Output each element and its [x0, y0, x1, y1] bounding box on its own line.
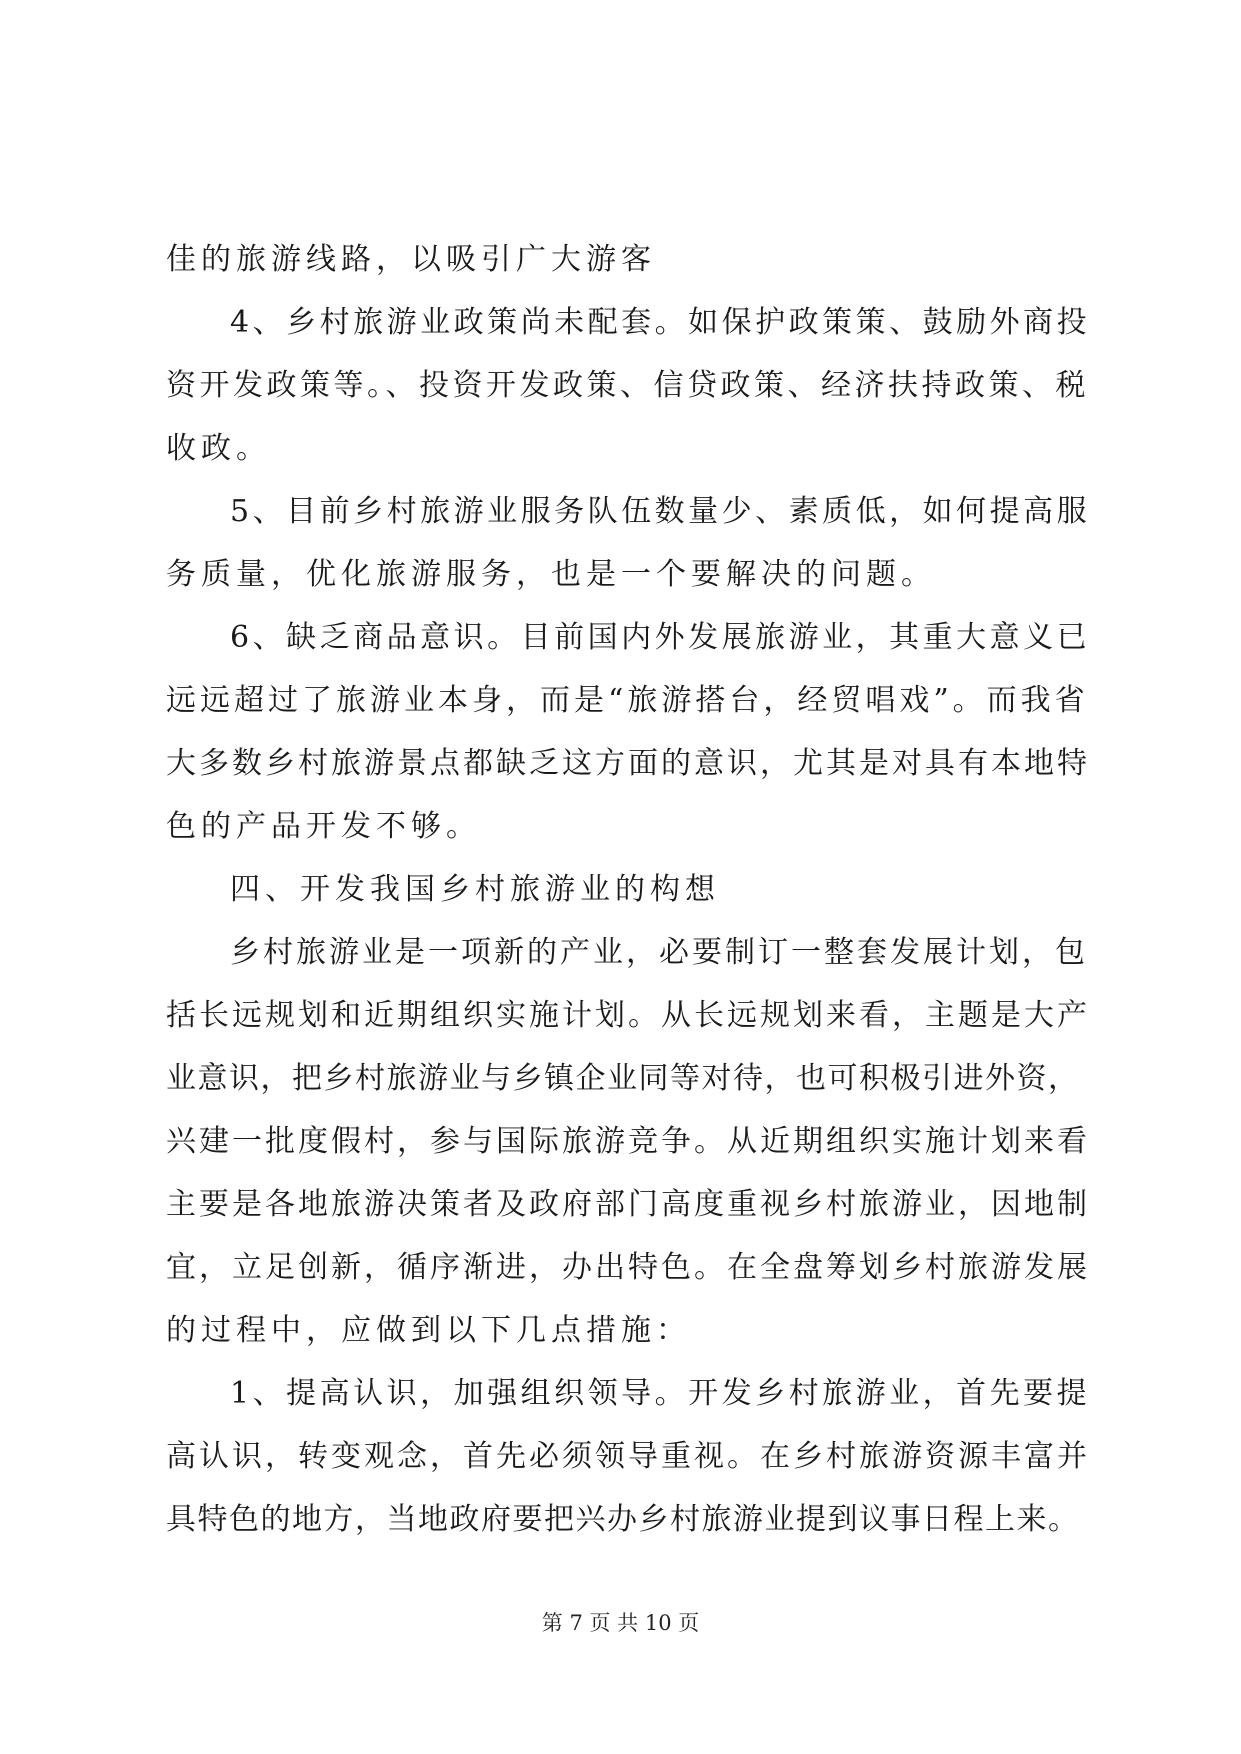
text-line: 远远超过了旅游业本身，而是“旅游搭台，经贸唱戏”。而我省	[166, 683, 1089, 718]
document-body	[166, 228, 1092, 1551]
text-line: 具特色的地方，当地政府要把兴办乡村旅游业提到议事日程上来。	[166, 1502, 1080, 1537]
text-line: 色的产品开发不够。	[166, 809, 481, 844]
text-line: 务质量，优化旅游服务，也是一个要解决的问题。	[166, 557, 936, 592]
text-line: 5、目前乡村旅游业服务队伍数量少、素质低，如何提高服	[230, 494, 1091, 529]
text-line: 4、乡村旅游业政策尚未配套。如保护政策策、鼓励外商投	[230, 305, 1091, 340]
page-number-footer: 第 7 页 共 10 页	[541, 1611, 700, 1635]
text-line: 大多数乡村旅游景点都缺乏这方面的意识，尤其是对具有本地特	[166, 746, 1090, 781]
text-line: 6、缺乏商品意识。目前国内外发展旅游业，其重大意义已	[230, 620, 1091, 655]
text-line: 乡村旅游业是一项新的产业，必要制订一整套发展计划，包	[230, 935, 1088, 970]
text-line: 括长远规划和近期组织实施计划。从长远规划来看，主题是大产	[166, 998, 1090, 1033]
section-heading: 四、开发我国乡村旅游业的构想	[230, 872, 720, 907]
text-line: 兴建一批度假村，参与国际旅游竞争。从近期组织实施计划来看	[166, 1124, 1090, 1159]
text-line: 佳的旅游线路，以吸引广大游客	[166, 242, 656, 277]
text-line: 的过程中，应做到以下几点措施：	[166, 1313, 691, 1348]
text-line: 宜，立足创新，循序渐进，办出特色。在全盘筹划乡村旅游发展	[166, 1250, 1090, 1285]
text-line: 主要是各地旅游决策者及政府部门高度重视乡村旅游业，因地制	[166, 1187, 1090, 1222]
text-line: 资开发政策等。、投资开发政策、信贷政策、经济扶持政策、税	[166, 368, 1089, 403]
text-line: 业意识，把乡村旅游业与乡镇企业同等对待，也可积极引进外资，	[166, 1061, 1080, 1096]
text-line: 收政。	[166, 431, 271, 466]
text-line: 高认识，转变观念，首先必须领导重视。在乡村旅游资源丰富并	[166, 1439, 1090, 1474]
text-line: 1、提高认识，加强组织领导。开发乡村旅游业，首先要提	[230, 1376, 1091, 1411]
